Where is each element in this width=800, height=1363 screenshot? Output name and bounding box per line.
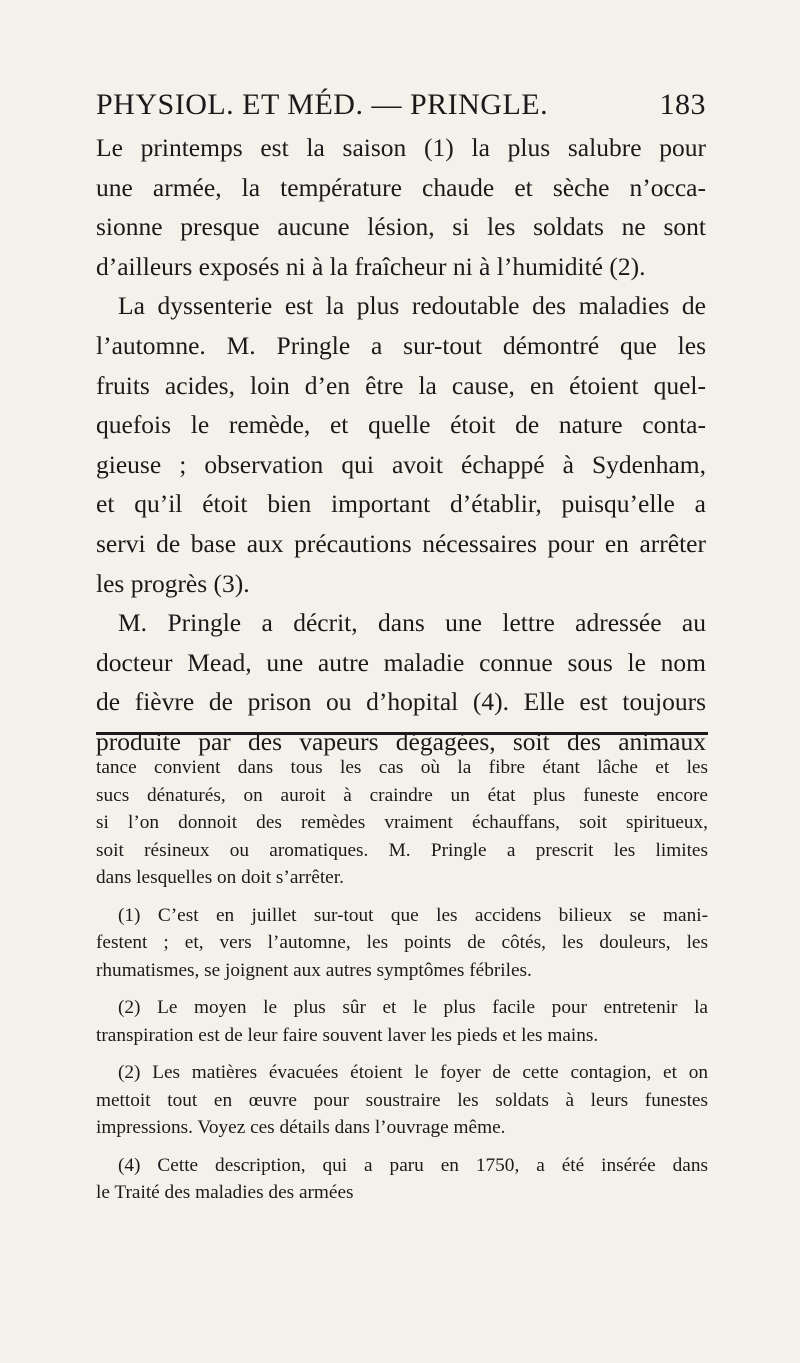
text-line: La dyssenterie est la plus redoutable des maladies de (118, 291, 706, 321)
footnote-1 (96, 902, 708, 985)
text-line: M. Pringle a décrit, dans une lettre adressée au (118, 608, 706, 638)
footnote-4 (96, 1152, 708, 1207)
footnote-rule (96, 732, 708, 735)
text-line: docteur Mead, une autre maladie connue sous le nom (96, 647, 706, 677)
text-line: d’ailleurs exposés ni à la fraîcheur ni à l’humidité (2). (96, 251, 646, 281)
footnote-line: (1) C’est en juillet sur-tout que les accidens bilieux se mani- (118, 904, 708, 926)
footnote-line: si l’on donnoit des remèdes vraiment échauffans, soit spiritueux, (96, 812, 708, 833)
footnote-line: dans lesquelles on doit s’arrêter. (96, 867, 344, 888)
text-line: les progrès (3). (96, 568, 250, 598)
text-line: une armée, la température chaude et sèche n’occa- (96, 172, 706, 202)
text-line: gieuse ; observation qui avoit échappé à Sydenham, (96, 449, 706, 479)
footnote-2 (96, 994, 708, 1049)
text-line: quefois le remède, et quelle étoit de nature conta- (96, 410, 706, 440)
footnote-3 (96, 1059, 708, 1142)
text-line: de fièvre de prison ou d’hopital (4). Elle est toujours (96, 687, 706, 717)
footnote-line: (2) Les matières évacuées étoient le foyer de cette contagion, et on (118, 1062, 708, 1083)
footnote-line: soit résineux ou aromatiques. M. Pringle a prescrit les limites (96, 839, 708, 861)
running-title: PHYSIOL. ET MÉD. — PRINGLE. (96, 88, 549, 121)
text-line: Le printemps est la saison (1) la plus salubre pour (96, 133, 706, 162)
text-line: sionne presque aucune lésion, si les soldats ne sont (96, 212, 706, 242)
text-line: servi de base aux précautions nécessaires pour en arrêter (96, 528, 706, 558)
footnote-line: le Traité des maladies des armées (96, 1182, 354, 1203)
footnote-line: (4) Cette description, qui a paru en 1750, a été insérée dans (118, 1154, 708, 1176)
footnote-line: transpiration est de leur faire souvent laver les pieds et les mains. (96, 1024, 599, 1046)
text-line: produite par des vapeurs dégagées, soit des animaux (96, 726, 706, 756)
footnote-line: sucs dénaturés, on auroit à craindre un état plus funeste encore (96, 784, 708, 806)
main-text (96, 128, 706, 762)
footnotes (96, 754, 708, 1207)
footnote-line: mettoit tout en œuvre pour soustraire les soldats à leurs funestes (96, 1089, 708, 1111)
page-number: 183 (659, 88, 706, 121)
footnote-line: festent ; et, vers l’automne, les points de côtés, les douleurs, les (96, 932, 708, 953)
text-line: fruits acides, loin d’en être la cause, en étoient quel- (96, 370, 706, 400)
footnote-line: (2) Le moyen le plus sûr et le plus facile pour entretenir la (118, 997, 708, 1018)
footnote-line: tance convient dans tous les cas où la fibre étant lâche et les (96, 757, 708, 778)
footnote-line: rhumatismes, se joignent aux autres symptômes fébriles. (96, 959, 532, 981)
footnote-line: impressions. Voyez ces détails dans l’ouvrage même. (96, 1117, 506, 1138)
text-line: l’automne. M. Pringle a sur-tout démontré que les (96, 330, 706, 360)
footnote-continuation (96, 754, 708, 892)
running-head (96, 88, 706, 128)
text-line: et qu’il étoit bien important d’établir, puisqu’elle a (96, 489, 706, 519)
